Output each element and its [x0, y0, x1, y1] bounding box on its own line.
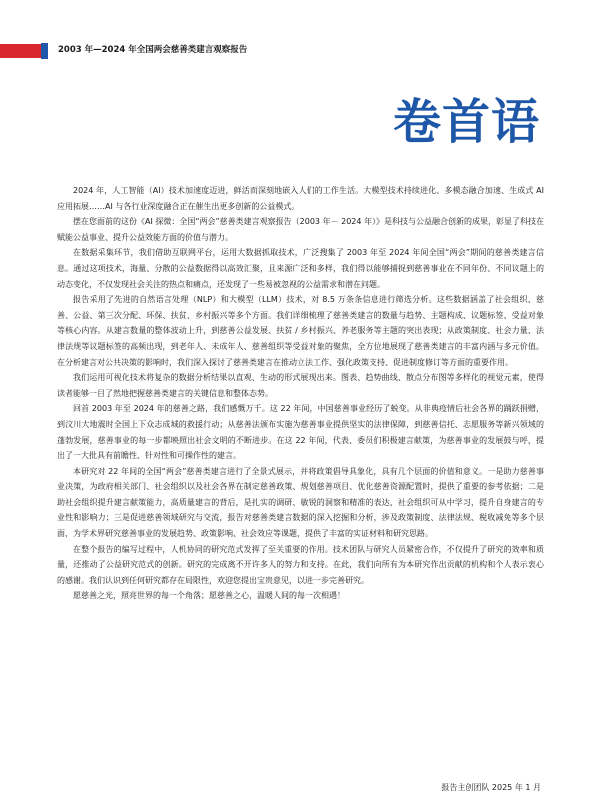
header-red-accent — [0, 44, 41, 58]
paragraph: 2024 年，人工智能（AI）技术加速度迈进，鲜活而深刻地嵌入人们的工作生活。大模型技术持续进化、多模态融合加速、生成式 AI 应用拓展……AI 与各行业深度融合正在催生出更多创新的公益模式。 — [57, 186, 544, 211]
paragraph: 我们运用可视化技术将复杂的数据分析结果以直观、生动的形式展现出来。图表、趋势曲线、散点分布图等多样化的视觉元素，使得读者能够一目了然地把握慈善类建言的关键信息和整体态势。 — [57, 373, 544, 398]
paragraph: 在数据采集环节，我们借助互联网平台，运用大数据抓取技术，广泛搜集了 2003 年至 2024 年间全国“两会”期间的慈善类建言信息。通过这项技术，海量、分散的公益数据得以高效汇聚，且来源广泛和多样，我们得以能够捕捉到慈善事业在不同年份、不同议题上的动态变化，不仅发现社会关注的热点和痛点，还发现了一些易被忽视的公益需求和潜在问题。 — [57, 248, 544, 289]
preface-body — [57, 183, 544, 604]
paragraph: 本研究对 22 年间的全国“两会”慈善类建言进行了全景式展示，并将政策倡导具象化，具有几个层面的价值和意义。一是助力慈善事业决策，为政府相关部门、社会组织以及社会各界在制定慈善政策、规划慈善项目、优化慈善资源配置时，提供了重要的参考依据；二是助社会组织提升建言献策能力，高质量建言的背后，是扎实的调研、敏锐的洞察和精准的表达，社会组织可从中学习，提升自身建言的专业性和影响力；三是促进慈善领域研究与交流，报告对慈善类建言数据的深入挖掘和分析，涉及政策制度、法律法规、税收减免等多个层面，为学术界研究慈善事业的发展趋势、政策影响、社会效应等课题，提供了丰富的实证材料和研究思路。 — [57, 466, 544, 539]
paragraph: 摆在您面前的这份《AI 探微：全国“两会”慈善类建言观察报告（2003 年－ 2024 年）》是科技与公益融合创新的成果，彰显了科技在赋能公益事业、提升公益效能方面的价值与潜力。 — [57, 217, 545, 242]
paragraph: 报告采用了先进的自然语言处理（NLP）和大模型（LLM）技术，对 8.5 万条条信息进行筛选分析。这些数据涵盖了社会组织、慈善、公益、第三次分配、环保、扶贫、乡村振兴等多个方面。我们详细梳理了慈善类建言的数量与趋势、主题构成、议题标签、受益对象等核心内容。从建言数量的整体波动上升，到慈善公益发展、扶贫 / 乡村振兴、养老服务等主题的突出表现；从政策制度、社会力量、法律法规等议题标签的高频出现，到老年人、未成年人、慈善组织等受益对象的聚焦，全方位地展现了慈善类建言的丰富内涵与多元价值。在分析建言对公共决策的影响时，我们深入探讨了慈善类建言在推动立法工作、强化政策支持、促进制度修订等方面的重要作用。 — [57, 295, 544, 367]
header-blue-accent — [41, 43, 48, 59]
page-title: 卷首语 — [392, 94, 540, 150]
paragraph: 回首 2003 年至 2024 年的慈善之路，我们感慨万千。这 22 年间，中国慈善事业经历了蜕变。从非典疫情后社会各界的踊跃捐赠，到汶川大地震时全国上下众志成城的救援行动；从慈善法颁布实施为慈善事业提供坚实的法律保障，到慈善信托、志愿服务等新兴领域的蓬勃发展，慈善事业的每一步都映照出社会文明的不断进步。在这 22 年间，代表、委员们积极建言献策，为慈善事业的发展鼓与呼，提出了一大批具有前瞻性、针对性和可操作性的建言。 — [57, 404, 544, 461]
running-header — [0, 40, 595, 58]
running-header-title: 2003 年—2024 年全国两会慈善类建言观察报告 — [58, 45, 248, 55]
paragraph: 在整个报告的编写过程中，人机协同的研究范式发挥了至关重要的作用。技术团队与研究人员紧密合作，不仅提升了研究的效率和质量，还推动了公益研究范式的创新。研究的完成离不开许多人的努力和支持。在此，我们向所有为本研究作出贡献的机构和个人表示衷心的感谢。我们认识到任何研究都存在局限性，欢迎您提出宝贵意见，以进一步完善研究。 — [57, 544, 544, 585]
signature: 报告主创团队 2025 年 1 月 — [441, 783, 541, 792]
paragraph: 愿慈善之光，照亮世界的每一个角落；愿慈善之心，温暖人间的每一次相遇！ — [73, 591, 345, 601]
